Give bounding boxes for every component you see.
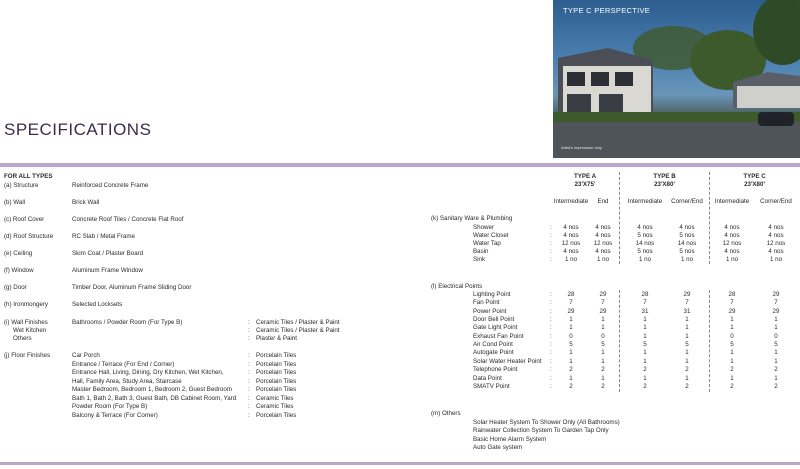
- hero-caption: TYPE C PERSPECTIVE: [563, 6, 651, 15]
- cell: 5: [685, 341, 689, 348]
- floor-area: Entrance Hall, Living, Dining, Dry Kitchen, Wet Kitchen,: [72, 369, 224, 376]
- item-label: Basin: [473, 248, 489, 255]
- cell: 4 nos: [724, 248, 740, 255]
- cell: 1: [569, 316, 573, 323]
- item-label: Water Closet: [473, 232, 509, 239]
- cell: 31: [683, 308, 691, 315]
- colon: :: [550, 375, 552, 382]
- floor-area: Car Porch: [72, 352, 100, 359]
- cell: 12 nos: [593, 240, 613, 247]
- cell: 2: [730, 366, 734, 373]
- cell: 28: [567, 291, 575, 298]
- cell: 29: [772, 308, 780, 315]
- cell: 4 nos: [768, 248, 784, 255]
- spec-label: (c) Roof Cover: [4, 216, 45, 223]
- cell: 1: [685, 333, 689, 340]
- floor-finish-value: Ceramic Tiles: [256, 395, 294, 402]
- cell: 14 nos: [677, 240, 697, 247]
- cell: 1: [569, 358, 573, 365]
- cell: 1: [730, 316, 734, 323]
- colon: :: [550, 232, 552, 239]
- spec-value: Selected Locksets: [72, 301, 123, 308]
- colon: :: [550, 324, 552, 331]
- cell: 4 nos: [595, 224, 611, 231]
- cell: 2: [569, 366, 573, 373]
- colon: :: [550, 299, 552, 306]
- column-header: Corner/End: [671, 198, 703, 205]
- cell: 4 nos: [595, 248, 611, 255]
- cell: 0: [774, 333, 778, 340]
- cell: 7: [685, 299, 689, 306]
- colon: :: [550, 248, 552, 255]
- colon: :: [248, 395, 250, 402]
- cell: 12 nos: [766, 240, 786, 247]
- cell: 1: [730, 324, 734, 331]
- cell: 1 no: [638, 256, 652, 263]
- cell: 7: [774, 299, 778, 306]
- floor-area: Master Bedroom, Bedroom 1, Bedroom 2, Guest Bedroom: [72, 386, 232, 393]
- colon: :: [550, 291, 552, 298]
- item-label: Shower: [473, 224, 494, 231]
- floor-finish-value: Porcelain Tiles: [256, 386, 297, 393]
- cell: 7: [601, 299, 605, 306]
- colon: :: [248, 319, 250, 326]
- floor-area: Balcony & Terrace (For Corner): [72, 412, 158, 419]
- cell: 31: [641, 308, 649, 315]
- cell: 2: [569, 383, 573, 390]
- floor-area: Entrance / Terrace (For End / Corner): [72, 361, 175, 368]
- column-header: Intermediate: [627, 198, 663, 205]
- wall-area: Bathrooms / Powder Room (For Type B): [72, 319, 183, 326]
- house-illustration: [553, 0, 800, 158]
- cell: 2: [774, 366, 778, 373]
- cell: 4 nos: [563, 224, 579, 231]
- cell: 1 no: [564, 256, 578, 263]
- cell: 1: [685, 349, 689, 356]
- spec-sublabel: Others: [13, 335, 32, 342]
- cell: 1: [601, 375, 605, 382]
- colon: :: [550, 256, 552, 263]
- cell: 29: [599, 291, 607, 298]
- wall-finish-value: Ceramic Tiles / Plaster & Paint: [256, 319, 340, 326]
- colon: :: [550, 358, 552, 365]
- item-label: Door Bell Point: [473, 316, 515, 323]
- section-title-all-types: FOR ALL TYPES: [4, 173, 53, 180]
- cell: 28: [728, 291, 736, 298]
- cell: 2: [685, 383, 689, 390]
- type-c-size: 23'X80': [744, 181, 765, 188]
- cell: 29: [599, 308, 607, 315]
- spec-label: (g) Door: [4, 284, 27, 291]
- item-label: Autogate Point: [473, 349, 514, 356]
- item-label: Air Cond Point: [473, 341, 513, 348]
- cell: 5: [774, 341, 778, 348]
- floor-finish-value: Porcelain Tiles: [256, 352, 297, 359]
- top-divider: [0, 163, 800, 167]
- colon: :: [550, 366, 552, 373]
- item-label: Solar Water Heater Point: [473, 358, 542, 365]
- floor-finish-value: Ceramic Tiles: [256, 403, 294, 410]
- cell: 0: [569, 333, 573, 340]
- cell: 29: [683, 291, 691, 298]
- cell: 2: [730, 383, 734, 390]
- cell: 0: [730, 333, 734, 340]
- cell: 5: [730, 341, 734, 348]
- house-perspective-image: [553, 0, 800, 158]
- cell: 7: [569, 299, 573, 306]
- spec-label: (d) Roof Structure: [4, 233, 54, 240]
- cell: 29: [728, 308, 736, 315]
- item-label: SMATV Point: [473, 383, 510, 390]
- floor-finish-value: Porcelain Tiles: [256, 369, 297, 376]
- others-item: Rainwater Collection System To Garden Tap Only: [473, 427, 609, 434]
- cell: 5 nos: [637, 232, 653, 239]
- type-a-size: 23'X75': [574, 181, 596, 188]
- spec-value: Skim Coat / Plaster Board: [72, 250, 144, 257]
- spec-sublabel: Wet Kitchen: [13, 327, 47, 334]
- cell: 1 no: [725, 256, 739, 263]
- column-header: Corner/End: [760, 198, 792, 205]
- cell: 29: [567, 308, 575, 315]
- page-title: SPECIFICATIONS: [4, 120, 152, 139]
- item-label: Sink: [473, 256, 486, 263]
- cell: 2: [601, 383, 605, 390]
- cell: 12 nos: [722, 240, 742, 247]
- cell: 1 no: [680, 256, 694, 263]
- cell: 1: [569, 375, 573, 382]
- cell: 14 nos: [635, 240, 655, 247]
- floor-finish-value: Porcelain Tiles: [256, 412, 297, 419]
- cell: 12 nos: [561, 240, 581, 247]
- spec-value: Reinforced Concrete Frame: [72, 182, 149, 189]
- spec-value: RC Slab / Metal Frame: [72, 233, 135, 240]
- item-label: Gate Light Point: [473, 324, 518, 331]
- cell: 2: [643, 366, 647, 373]
- cell: 1: [643, 316, 647, 323]
- cell: 1: [601, 349, 605, 356]
- item-label: Fan Point: [473, 299, 500, 306]
- cell: 5: [643, 341, 647, 348]
- hero-footnote: Artist's impression only: [561, 145, 602, 150]
- cell: 1: [774, 375, 778, 382]
- cell: 0: [601, 333, 605, 340]
- colon: :: [550, 333, 552, 340]
- cell: 4 nos: [637, 224, 653, 231]
- cell: 1: [643, 375, 647, 382]
- type-b-size: 23'X80': [654, 181, 675, 188]
- colon: :: [248, 369, 250, 376]
- column-header: Intermediate: [714, 198, 750, 205]
- cell: 4 nos: [679, 224, 695, 231]
- cell: 5 nos: [679, 248, 695, 255]
- floor-area: Bath 1, Bath 2, Bath 3, Guest Bath, DB Cabinet Room, Yard: [72, 395, 237, 402]
- cell: 2: [601, 366, 605, 373]
- floor-area: Hall, Family Area, Study Area, Staircase: [72, 378, 182, 385]
- window: [591, 72, 609, 86]
- cell: 1: [774, 349, 778, 356]
- colon: :: [550, 316, 552, 323]
- cell: 1: [774, 324, 778, 331]
- sanitary-title: (k) Sanitary Ware & Plumbing: [431, 215, 513, 222]
- car: [758, 112, 794, 126]
- column-separator: [619, 290, 620, 392]
- colon: :: [248, 361, 250, 368]
- colon: :: [248, 378, 250, 385]
- cell: 5 nos: [679, 232, 695, 239]
- wall-finish-value: Plaster & Paint: [256, 335, 297, 342]
- spec-label: (f) Window: [4, 267, 34, 274]
- others-item: Basic Home Alarm System: [473, 436, 547, 443]
- others-title: (m) Others: [431, 410, 461, 417]
- cell: 1: [569, 324, 573, 331]
- cell: 4 nos: [595, 232, 611, 239]
- spec-label: (h) Ironmongery: [4, 301, 49, 308]
- colon: :: [248, 352, 250, 359]
- cell: 1: [643, 349, 647, 356]
- colon: :: [248, 412, 250, 419]
- colon: :: [550, 240, 552, 247]
- cell: 7: [643, 299, 647, 306]
- cell: 4 nos: [724, 224, 740, 231]
- colon: :: [550, 383, 552, 390]
- cell: 5: [569, 341, 573, 348]
- road: [553, 122, 800, 158]
- colon: :: [248, 403, 250, 410]
- spec-value: Timber Door, Aluminum Frame Sliding Door: [72, 284, 192, 291]
- cell: 1: [774, 316, 778, 323]
- cell: 1: [643, 358, 647, 365]
- cell: 1: [685, 316, 689, 323]
- spec-value: Aluminum Frame Window: [72, 267, 143, 274]
- window: [567, 72, 585, 86]
- cell: 1 no: [769, 256, 783, 263]
- others-item: Solar Heater System To Shower Only (All Bathrooms): [473, 419, 620, 426]
- colon: :: [248, 335, 250, 342]
- floor-area: Powder Room (For Type B): [72, 403, 148, 410]
- cell: 1: [774, 358, 778, 365]
- cell: 1 no: [596, 256, 610, 263]
- column-separator: [709, 172, 710, 264]
- spec-label: (a) Structure: [4, 182, 39, 189]
- cell: 1: [685, 375, 689, 382]
- cell: 1: [685, 324, 689, 331]
- item-label: Lighting Point: [473, 291, 511, 298]
- cell: 2: [685, 366, 689, 373]
- item-label: Data Point: [473, 375, 502, 382]
- item-label: Telephone Point: [473, 366, 518, 373]
- cell: 4 nos: [768, 224, 784, 231]
- type-c-header: TYPE C: [743, 173, 766, 180]
- spec-label: (i) Wall Finishes: [4, 319, 48, 326]
- column-separator: [709, 290, 710, 392]
- item-label: Exhaust Fan Point: [473, 333, 524, 340]
- electrical-title: (l) Electrical Points: [431, 283, 483, 290]
- cell: 2: [774, 383, 778, 390]
- cell: 4 nos: [563, 232, 579, 239]
- cell: 1: [730, 375, 734, 382]
- cell: 1: [601, 316, 605, 323]
- colon: :: [550, 349, 552, 356]
- floor-finish-value: Porcelain Tiles: [256, 378, 297, 385]
- cell: 1: [730, 358, 734, 365]
- bottom-divider: [0, 462, 800, 465]
- item-label: Water Tap: [473, 240, 501, 247]
- spec-label: (e) Ceiling: [4, 250, 33, 257]
- spec-value: Brick Wall: [72, 199, 100, 206]
- colon: :: [248, 327, 250, 334]
- others-item: Auto Gate system: [473, 444, 523, 451]
- column-header: Intermediate: [553, 198, 589, 205]
- cell: 4 nos: [563, 248, 579, 255]
- cell: 1: [685, 358, 689, 365]
- colon: :: [248, 386, 250, 393]
- house-facade: [737, 86, 800, 108]
- cell: 1: [643, 324, 647, 331]
- cell: 28: [641, 291, 649, 298]
- cell: 5 nos: [637, 248, 653, 255]
- cell: 29: [772, 291, 780, 298]
- spec-value: Concrete Roof Tiles / Concrete Flat Roof: [72, 216, 184, 223]
- column-header: End: [597, 198, 609, 205]
- cell: 1: [730, 349, 734, 356]
- item-label: Power Point: [473, 308, 507, 315]
- cell: 4 nos: [768, 232, 784, 239]
- cell: 2: [643, 383, 647, 390]
- cell: 7: [730, 299, 734, 306]
- cell: 1: [569, 349, 573, 356]
- cell: 1: [601, 324, 605, 331]
- cell: 1: [643, 333, 647, 340]
- floor-finish-value: Porcelain Tiles: [256, 361, 297, 368]
- column-separator: [619, 172, 620, 264]
- type-b-header: TYPE B: [653, 173, 676, 180]
- cell: 1: [601, 358, 605, 365]
- colon: :: [550, 308, 552, 315]
- window: [615, 72, 633, 86]
- type-a-header: TYPE A: [573, 173, 597, 180]
- cell: 4 nos: [724, 232, 740, 239]
- wall-finish-value: Ceramic Tiles / Plaster & Paint: [256, 327, 340, 334]
- spec-label: (j) Floor Finishes: [4, 352, 51, 359]
- spec-label: (b) Wall: [4, 199, 26, 206]
- colon: :: [550, 341, 552, 348]
- colon: :: [550, 224, 552, 231]
- cell: 5: [601, 341, 605, 348]
